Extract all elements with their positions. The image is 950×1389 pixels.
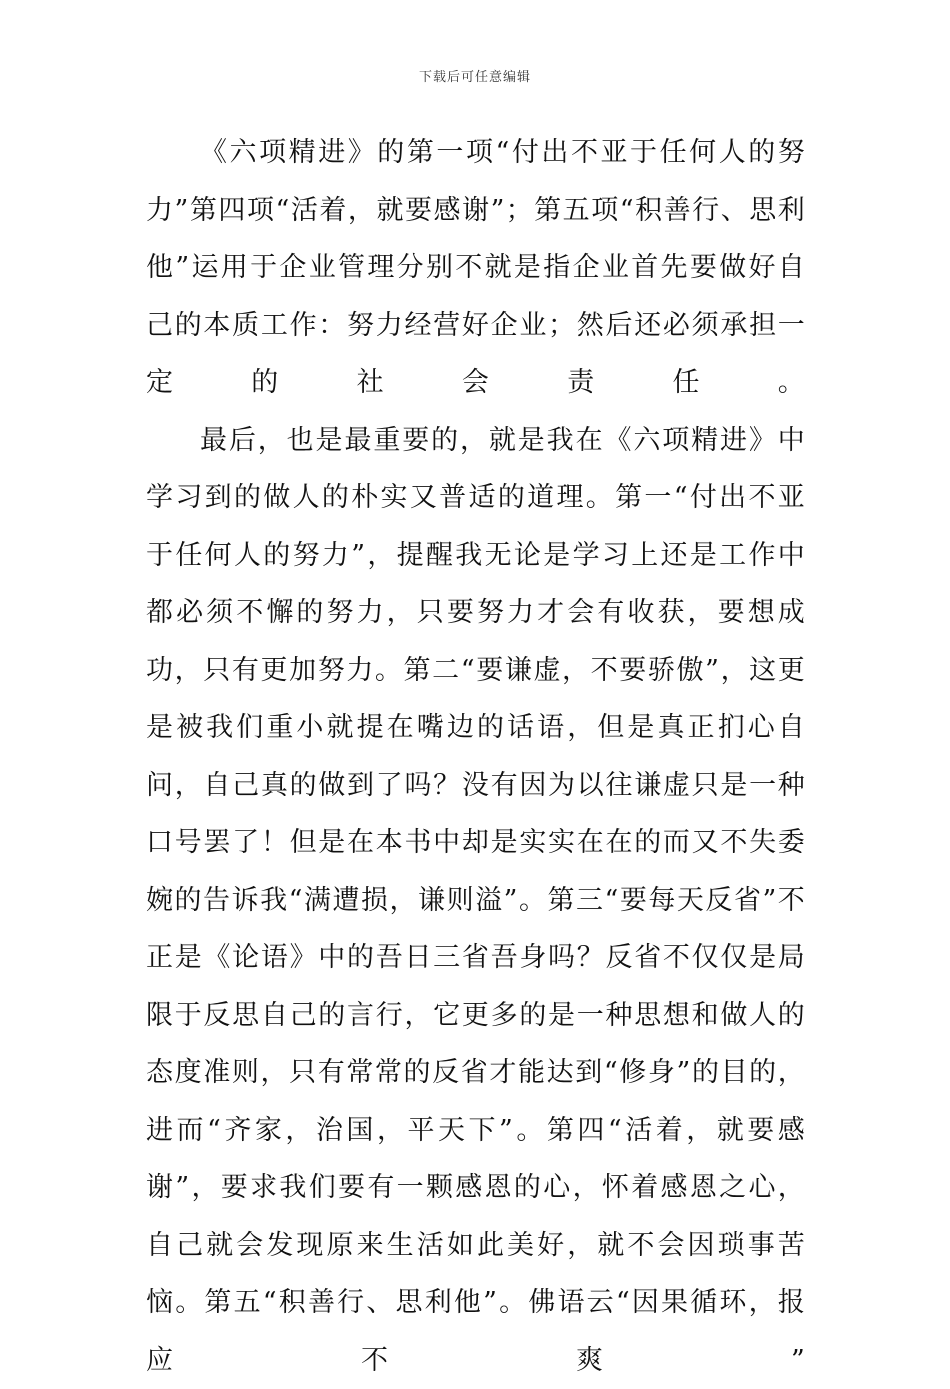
document-body [146,124,806,1389]
page-header: 下载后可任意编辑 [0,66,950,85]
paragraph-2: 最后，也是最重要的，就是我在《六项精进》中学习到的做人的朴实又普适的道理。第一“付出不亚于任何人的努力”，提醒我无论是学习上还是工作中都必须不懈的努力，只要努力才会有收获，要想成功，只有更加努力。第二“要谦虚，不要骄傲”，这更是被我们重小就提在嘴边的话语，但是真正扪心自问，自己真的做到了吗？没有因为以往谦虚只是一种口号罢了！但是在本书中却是实实在在的而又不失委婉的告诉我“满遭损，谦则溢”。第三“要每天反省”不正是《论语》中的吾日三省吾身吗？反省不仅仅是局限于反思自己的言行，它更多的是一种思想和做人的态度准则，只有常常的反省才能达到“修身”的目的，进而“齐家，治国，平天下”。第四“活着，就要感谢”，要求我们要有一颗感恩的心，怀着感恩之心，自己就会发现原来生活如此美好，就不会因琐事苦恼。第五“积善行、思利他”。佛语云“因果循环，报应不爽” [146,412,806,1389]
paragraph-1: 《六项精进》的第一项“付出不亚于任何人的努力”第四项“活着，就要感谢”；第五项“积善行、思利他”运用于企业管理分别不就是指企业首先要做好自己的本质工作：努力经营好企业；然后还必须承担一定的社会责任。 [146,124,806,412]
